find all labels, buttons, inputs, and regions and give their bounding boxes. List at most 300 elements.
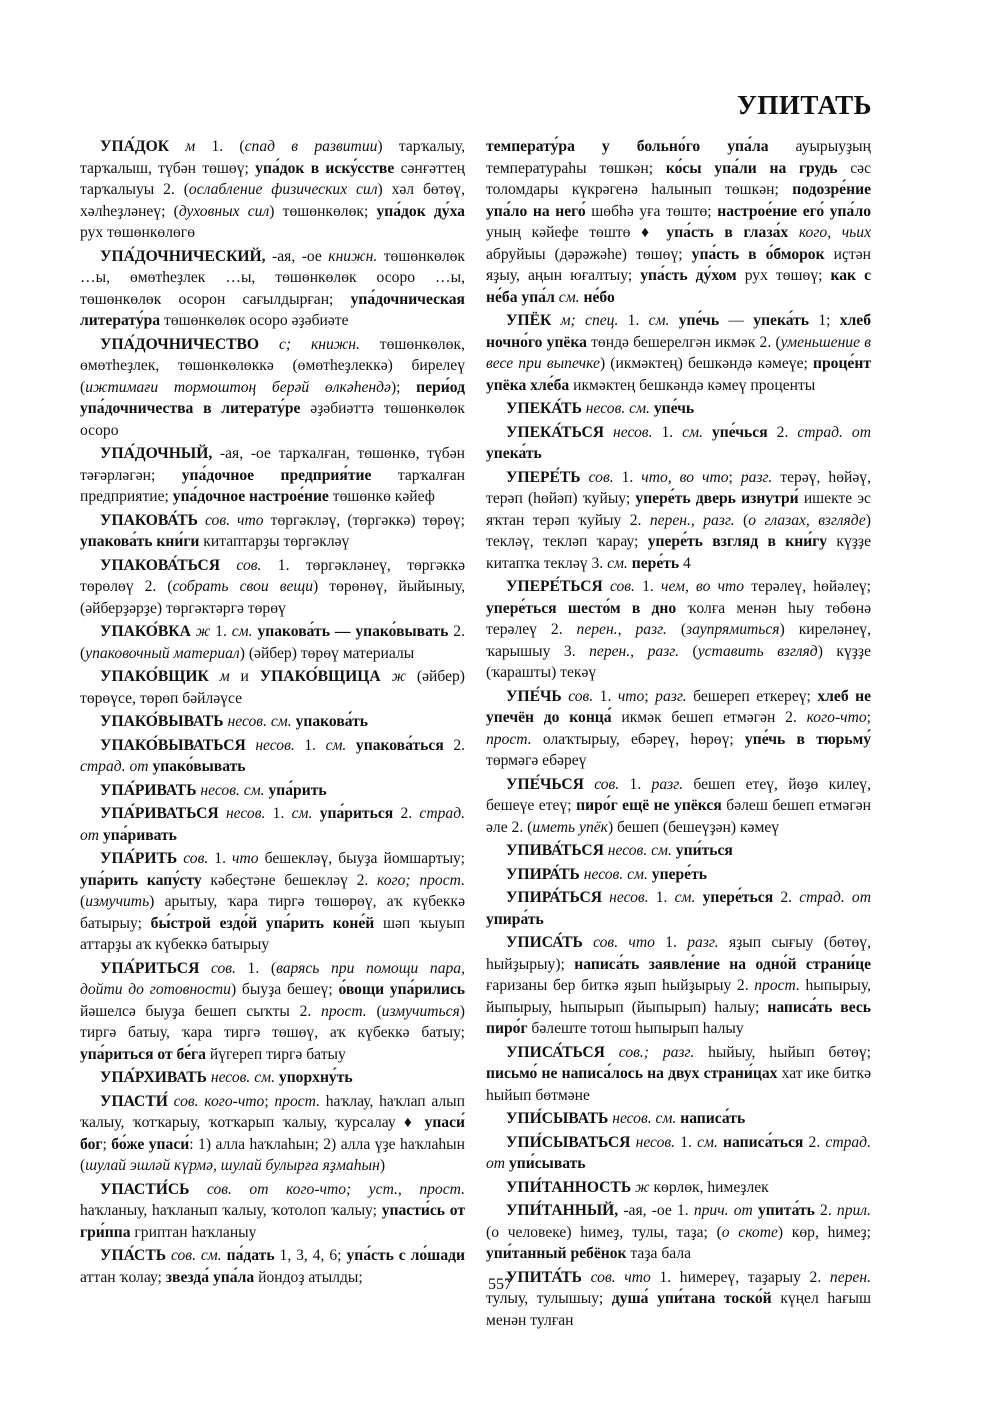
grammar-label: м; спец. <box>560 312 619 329</box>
entry-text: 1. <box>613 468 642 486</box>
entry-text: бешекләү, быуҙа йомшартыу; <box>258 850 465 867</box>
grammar-label: прост. <box>486 730 532 748</box>
entry-text: 1. <box>648 889 675 906</box>
headword: УПИ́ТАННОСТЬ <box>506 1178 632 1196</box>
entry-text: тулыу, тулышыу; <box>486 1290 612 1307</box>
entry-text: ( <box>734 511 749 529</box>
entry-text: һаҡланыу, һаҡланып ҡалыу, ҡотолоп ҡалыу; <box>80 1202 382 1219</box>
entry-text: 1. <box>675 1133 698 1151</box>
entry-text: 1. <box>294 736 326 754</box>
entry-text: ) бешеп (бешеүҙән) кәмеү <box>607 818 780 836</box>
dictionary-entry <box>486 310 871 396</box>
grammar-label: что <box>617 687 645 705</box>
example-phrase: пиро́г ещё не упёкся <box>576 797 722 814</box>
entry-text: ) төрөнөү, йыйыныу, (әйберҙәрҙе) төргәктәргә төрөү <box>80 578 465 617</box>
dictionary-entry <box>486 1108 871 1130</box>
example-phrase: упира́ть <box>486 910 544 928</box>
entry-text: уның кәйефе төштө ♦ <box>486 224 667 241</box>
grammar-label: сов. <box>568 687 594 705</box>
example-phrase: упорхну́ть <box>278 1069 353 1086</box>
example-phrase: упа́сть с ло́шади <box>346 1247 465 1264</box>
grammar-label: сов. от кого-что; уст., прост. <box>206 1180 465 1198</box>
entry-text <box>788 224 799 241</box>
dictionary-entry <box>486 136 871 308</box>
dictionary-entry <box>80 1091 465 1177</box>
example-phrase: упа́сть ду́хом <box>640 267 737 284</box>
grammar-label: сов.; разг. <box>618 1043 695 1061</box>
entry-text: ; <box>102 1135 112 1153</box>
entry-text: яҙып сығыу (бөтөү, һыйҙырыу); <box>486 934 871 973</box>
grammar-label: см. <box>674 889 696 906</box>
entry-text: хат ике биткә һыйып бөтмәне <box>486 1065 871 1104</box>
entry-text <box>584 776 594 793</box>
example-phrase: упа́рить капу́сту <box>80 871 202 889</box>
entry-text: ишекте эс яҡтан терәп ҡуйыу 2. <box>486 490 871 529</box>
grammar-label: о глазах, взгляде <box>748 511 866 529</box>
dictionary-entry <box>486 422 871 465</box>
entry-text: әҙәбиәттә төшөнкөлөк осоро <box>80 400 465 439</box>
example-phrase: упакова́ть <box>295 713 369 730</box>
entry-text: терәү, һөйәү, терәп (һөйәп) ҡуйыу; <box>486 468 871 507</box>
entry-text: төргәкләү, (төргәккә) төрөү; <box>263 511 465 529</box>
grammar-label: несов. <box>609 889 649 906</box>
grammar-label: несов. <box>255 736 295 754</box>
entry-text <box>669 312 678 329</box>
entry-text: ; <box>728 468 741 486</box>
grammar-label: несов. см. <box>585 400 650 417</box>
entry-text: ауырыуҙың температураһы төшкән; <box>486 138 871 177</box>
entry-text: төрмәгә ебәреү <box>486 752 587 769</box>
grammar-label: книжн. <box>328 247 378 265</box>
entry-text: 1; <box>809 312 840 329</box>
entry-text: -ая, -ое тарҡалған, төшөнкө, түбән тәғәрләгән; <box>80 445 465 484</box>
dictionary-entry <box>80 958 465 1066</box>
grammar-label: ж <box>635 1178 650 1196</box>
entry-text: бешеп етеү, йөҙө килеү, бешеүе етеү; <box>486 775 871 814</box>
example-phrase: упере́ть <box>651 865 707 883</box>
dictionary-entry <box>80 443 465 508</box>
grammar-label: измучить <box>85 893 150 910</box>
headword: УПАСТИ́СЬ <box>100 1180 190 1198</box>
headword: УПЕКА́ТЬСЯ <box>506 423 605 441</box>
entry-text: ) тарҡалыу, тарҡалыш, түбән төшөү; <box>80 138 465 177</box>
grammar-label: страд. от <box>799 889 871 906</box>
dictionary-entry <box>486 576 871 684</box>
dictionary-entry <box>80 510 465 553</box>
entry-text: көрлөк, һимеҙлек <box>649 1178 769 1196</box>
example-phrase: хлеб не упечён до конца́ <box>486 687 871 726</box>
entry-text: 1. ( <box>195 138 245 155</box>
entry-text: 1. төргәкләнеү, төргәккә төрөлөү 2. ( <box>80 556 465 595</box>
entry-text: ) арытыу, ҡара тиргә төшөрөү, аҡ күбеккә батырыу; <box>80 893 465 932</box>
grammar-label: страд. от <box>80 758 149 775</box>
entry-text: 1. ( <box>235 959 277 977</box>
entry-text: күңел һағыш менән тулған <box>486 1290 871 1329</box>
example-phrase: душа́ упи́тана тоско́й <box>611 1290 772 1307</box>
example-phrase: написа́ть заявле́ние на одно́й страни́це <box>574 955 871 973</box>
example-phrase: написа́ть весь пиро́г <box>486 998 871 1037</box>
entry-text <box>346 737 356 754</box>
example-phrase: упа́док в иску́сстве <box>255 159 395 177</box>
entry-text: шөбһә уға төштө; <box>585 202 718 220</box>
entry-text: икмәктең бешкәндә кәмеү проценты <box>569 376 816 394</box>
example-phrase: упере́ться <box>702 889 774 906</box>
grammar-label: кого, чьих <box>798 224 871 241</box>
grammar-label: духовных сил <box>178 202 270 220</box>
entry-text <box>605 1044 619 1061</box>
dictionary-entry <box>80 735 465 778</box>
example-phrase: упа́дочное настрое́ние <box>172 488 329 505</box>
entry-text: йүгереп тиргә батыу <box>205 1045 346 1063</box>
dictionary-entry <box>80 1067 465 1089</box>
grammar-label: перен. <box>829 1268 871 1286</box>
example-phrase: упе́чь в тюрьму́ <box>744 730 871 748</box>
grammar-label: варясь при помощи пара, дойти до готовности <box>80 959 465 998</box>
dictionary-entry <box>80 555 465 620</box>
grammar-label: см. <box>231 623 253 640</box>
entry-text: ) күҙҙе (ҡарашты) текәү <box>486 642 871 681</box>
dictionary-entry <box>486 1042 871 1107</box>
dictionary-entry <box>80 334 465 442</box>
headword: УПЁК <box>506 312 552 329</box>
grammar-label: сов. <box>594 775 620 793</box>
entry-text: 1. <box>618 312 649 329</box>
grammar-label: страд. от <box>486 1133 871 1172</box>
grammar-label: шулай эшләй күрмә, шулай булырға яҙмаһын <box>85 1157 380 1174</box>
entry-text: ; <box>264 1092 275 1110</box>
headword: УПИСА́ТЬ <box>506 934 583 951</box>
entry-text: төшөнкө кәйеф <box>328 488 435 505</box>
grammar-label: прич. от <box>693 1202 753 1219</box>
grammar-label: ижтимағи тормоштоң берәй өлкәһендә <box>85 378 391 396</box>
headword: УПЕ́ЧЬ <box>506 687 562 705</box>
entry-text: кәбеҫтәне бешекләү 2. <box>201 871 378 889</box>
right-column <box>486 136 871 1333</box>
entry-text: 2. <box>814 1202 837 1219</box>
example-phrase: упа́ривать <box>102 826 177 844</box>
grammar-label: разг. <box>687 934 719 951</box>
entry-text: йәшелсә быуҙа бешеп сыҡты 2. <box>80 1002 322 1020</box>
headword: УПАСТИ́ <box>100 1092 168 1110</box>
grammar-label: страд. от <box>80 805 465 844</box>
dictionary-entry <box>486 686 871 772</box>
grammar-label: сов. что <box>204 511 264 529</box>
example-phrase: упа́сть в глаза́х <box>666 224 789 241</box>
grammar-label: о скоте <box>721 1223 778 1241</box>
headword: УПИРА́ТЬСЯ <box>506 889 602 906</box>
grammar-label: несов. см. <box>583 865 648 883</box>
grammar-label: перен., разг. <box>589 642 680 660</box>
left-column <box>80 136 465 1290</box>
entry-text <box>604 424 613 441</box>
dictionary-entry <box>80 803 465 846</box>
entry-text: 1. <box>634 578 662 595</box>
entry-text: 1. <box>593 687 618 705</box>
grammar-label: несов. см. <box>200 781 265 799</box>
example-phrase: упакова́ться <box>355 736 444 754</box>
grammar-label: что <box>232 850 259 867</box>
entry-text: тарҡалған предприятие; <box>80 466 465 505</box>
entry-text: 1, 3, 4, 6; <box>274 1247 347 1264</box>
entry-text: ) көр, һимеҙ; <box>777 1223 871 1241</box>
grammar-label: кого-что <box>806 709 867 726</box>
entry-text: ) текләү, текләп ҡарау; <box>486 511 871 550</box>
entry-text <box>189 1181 207 1198</box>
grammar-label: несов. см. <box>210 1069 275 1086</box>
entry-text: ) <box>379 1157 386 1174</box>
example-phrase: упе́чь <box>678 312 720 329</box>
entry-text: ) тиргә батыу, ҡара тиргә төшөү, аҡ күбеккә батыу; <box>80 1002 465 1041</box>
example-phrase: о́вощи упа́рились <box>338 981 465 998</box>
entry-text: һыйыу, һыйып бөтөү; <box>694 1043 871 1061</box>
entry-text: абруйыы (дәрәжәһе) төшөү; <box>486 245 692 263</box>
headword: УПИ́СЫВАТЬСЯ <box>506 1133 631 1151</box>
example-phrase: упа́риться от бе́га <box>80 1045 206 1063</box>
grammar-label: разг. <box>651 775 684 793</box>
example-phrase: написа́ть <box>680 1110 746 1127</box>
entry-text <box>259 336 279 353</box>
example-phrase: написа́ться <box>723 1133 804 1151</box>
entry-text: ( <box>80 893 86 910</box>
headword: УПИ́ТАННЫЙ, <box>506 1202 619 1219</box>
entry-text: ; <box>866 709 871 726</box>
grammar-label: ж <box>391 668 407 685</box>
headword: УПА́ДОЧНИЧЕСТВО <box>100 335 260 353</box>
entry-text <box>219 805 226 822</box>
example-phrase: бы́строй ездо́й упа́рить коне́й <box>150 914 375 932</box>
entry-text: : 1) алла һаҡлаһын; 2) алла үҙе һаҡлаһын ( <box>80 1135 466 1174</box>
headword: УПИ́СЫВАТЬ <box>506 1110 609 1127</box>
example-phrase: упере́ться шесто́м в дно <box>486 599 677 617</box>
entry-text: икмәк бешеп етмәгән 2. <box>611 709 807 726</box>
example-phrase: проце́нт упёка хле́ба <box>486 355 871 394</box>
example-phrase: звезда́ упа́ла <box>165 1268 255 1286</box>
dictionary-entry <box>80 848 465 956</box>
grammar-label: собрать свои вещи <box>172 578 313 595</box>
grammar-label: несов. <box>635 1133 676 1151</box>
entry-text: ) хәл бөтөү, хәлһеҙләнеү; ( <box>80 181 465 220</box>
headword: УПАКО́ВЫВАТЬСЯ <box>100 736 246 754</box>
headword: УПА́РИТЬ <box>100 850 178 867</box>
entry-text <box>703 424 712 441</box>
grammar-label: несов. см. <box>227 713 292 730</box>
example-phrase: упере́ть взгляд в кни́гу <box>647 533 828 550</box>
example-phrase: упа́сть в о́бморок <box>691 245 825 263</box>
entry-text: (о человеке) һимеҙ, тулы, таҙа; ( <box>486 1223 722 1241</box>
example-phrase: упа́док ду́ха <box>376 202 465 220</box>
grammar-label: сов. кого-что <box>173 1092 265 1110</box>
entry-text: төшөнкөлөк осоро әҙәбиәте <box>160 312 349 329</box>
grammar-label: сов. что <box>593 934 655 951</box>
entry-text: 2. <box>767 423 798 441</box>
entry-text: ; <box>644 687 656 705</box>
grammar-label: спад в развитии <box>244 138 378 155</box>
grammar-label: несов. <box>225 805 266 822</box>
entry-text: бәлеш бешеп етмәгән әле 2. ( <box>486 797 871 836</box>
dictionary-entry <box>486 840 871 862</box>
dictionary-entry <box>486 1200 871 1265</box>
dictionary-entry <box>486 467 871 575</box>
grammar-label: кого; прост. <box>377 871 465 889</box>
entry-text: төшөнкөлөк, өмөтһеҙлек, төшөнкөлөккә (өмөтһеҙлеккә) бирелеү ( <box>80 335 465 396</box>
entry-text <box>581 469 589 486</box>
grammar-label: чем, во что <box>661 578 745 595</box>
grammar-label: разг. <box>740 468 773 486</box>
example-phrase: упаси́ бог <box>80 1114 465 1153</box>
entry-text: күҙҙе китапҡа текләү 3. <box>486 533 872 572</box>
entry-text: гриптан һаҡланыу <box>130 1223 257 1241</box>
headword: УПЕРЕ́ТЬ <box>506 468 581 486</box>
entry-text <box>551 312 560 329</box>
grammar-label: несов. <box>613 423 653 441</box>
entry-text <box>209 668 220 685</box>
headword: УПА́ДОЧНИЧЕСКИЙ, <box>100 247 266 265</box>
example-phrase: упако́вывать <box>152 758 246 775</box>
example-phrase: упи́сывать <box>508 1155 586 1172</box>
example-phrase: упи́ться <box>675 842 733 859</box>
grammar-label: сов. что <box>590 1268 651 1286</box>
example-phrase: упа́дочническая литерату́ра <box>80 290 465 329</box>
entry-text: бәлеште тотош һыпырып һалыу <box>527 1020 744 1037</box>
headword: УПАКО́ВЫВАТЬ <box>100 713 224 730</box>
entry-text: ( <box>666 621 687 638</box>
entry-text: ) киреләнеү, ҡарышыу 3. <box>486 621 871 660</box>
entry-text: 1. <box>208 850 233 867</box>
entry-text <box>198 512 205 529</box>
headword: УПИВА́ТЬСЯ <box>506 842 604 859</box>
grammar-label: сов. <box>183 850 209 867</box>
headword: УПЕ́ЧЬСЯ <box>506 775 584 793</box>
headword: УПА́РИВАТЬ <box>100 781 197 799</box>
headword: УПАКОВА́ТЬСЯ <box>100 556 221 574</box>
headword: УПЕКА́ТЬ <box>506 400 582 417</box>
grammar-label: прил. <box>836 1202 871 1219</box>
example-phrase: ко́сы упа́ли на грудь <box>665 159 838 177</box>
dictionary-entry <box>486 864 871 886</box>
example-phrase: настрое́ние его́ упа́ло <box>717 202 871 220</box>
grammar-label: перен., разг. <box>576 621 667 638</box>
dictionary-entry <box>486 398 871 420</box>
entry-text: и <box>229 668 260 685</box>
grammar-label: с; книжн. <box>278 335 360 353</box>
grammar-label: сов. <box>236 556 262 574</box>
headword: УПА́РИВАТЬСЯ <box>100 805 219 822</box>
entry-text: ) (икмәктең) бешкәндә кәмеүе; <box>599 355 813 372</box>
entry-text: 1. <box>210 623 232 640</box>
grammar-label: м <box>185 138 196 155</box>
entry-text: ); <box>390 378 417 396</box>
entry-text: 1. <box>652 423 683 441</box>
grammar-label: уменьшение в весе при выпечке <box>486 333 871 372</box>
entry-text <box>603 578 610 595</box>
entry-text: 1. һимереү, таҙарыу 2. <box>650 1268 830 1286</box>
headword: УПЕРЕ́ТЬСЯ <box>506 578 603 595</box>
entry-text <box>583 934 593 951</box>
headword: УПИСА́ТЬСЯ <box>506 1043 605 1061</box>
example-phrase: пере́ть <box>631 554 680 572</box>
entry-text: 2. <box>803 1133 826 1151</box>
dictionary-entry <box>486 932 871 1040</box>
example-phrase: как с не́ба упа́л <box>486 267 871 306</box>
grammar-label: см. <box>291 805 313 822</box>
dictionary-entry <box>80 246 465 332</box>
headword: УПАКО́ВКА <box>100 623 191 640</box>
entry-text: ) быуҙа бешеү; <box>230 981 339 998</box>
entry-text: ғаризаны бер биткә яҙып һыйҙырыу 2. <box>486 977 755 994</box>
example-phrase: хлеб ночно́го упёка <box>486 312 872 351</box>
entry-text <box>199 960 211 977</box>
grammar-label: что, во что <box>641 468 729 486</box>
grammar-label: сов. см. <box>170 1247 222 1264</box>
entry-text: сәс толомдары күкрәгенә һалынып төшкән; <box>486 159 871 198</box>
entry-text: бешереп еткереү; <box>686 687 818 705</box>
grammar-label: м <box>219 668 230 685</box>
entry-text <box>312 805 319 822</box>
dictionary-entry <box>80 666 465 709</box>
example-phrase: упе́чь <box>653 400 695 417</box>
example-phrase: упа́дочное предприя́тие <box>181 466 372 484</box>
example-phrase: упи́танный ребёнок <box>486 1245 627 1262</box>
entry-text: 2. <box>443 736 466 754</box>
entry-text: -ая, -ое <box>265 247 329 265</box>
entry-text: 2. <box>393 805 420 822</box>
entry-text: рух төшөү; <box>736 267 831 284</box>
example-phrase: упакова́ть — упако́вывать <box>257 623 449 640</box>
entry-text: -ая, -ое 1. <box>618 1202 694 1219</box>
example-phrase: не́бо <box>583 288 615 306</box>
dictionary-entry <box>80 780 465 802</box>
grammar-label: см. <box>607 554 628 572</box>
grammar-label: заупрямиться <box>686 621 780 638</box>
grammar-label: несов. см. <box>612 1110 677 1127</box>
example-phrase: упакова́ть кни́ги <box>80 533 200 550</box>
headword: УПА́ДОК <box>100 138 169 155</box>
entry-text: таҙа бала <box>626 1245 692 1262</box>
grammar-label: прост. <box>754 977 800 994</box>
entry-text: ( <box>679 642 698 660</box>
dictionary-entry <box>80 1179 465 1244</box>
entry-text: 4 <box>679 554 691 572</box>
dictionary-entry <box>80 136 465 244</box>
headword: УПА́СТЬ <box>100 1247 167 1264</box>
grammar-label: несов. см. <box>607 842 672 859</box>
grammar-label: измучиться <box>381 1002 460 1020</box>
entry-text: — <box>719 312 754 329</box>
example-phrase: упа́риться <box>319 805 394 822</box>
grammar-label: см. <box>682 423 703 441</box>
headword: УПИРА́ТЬ <box>506 865 580 883</box>
entry-text: 2. <box>773 889 800 906</box>
grammar-label: упаковочный материал <box>85 644 240 662</box>
headword: УПАКОВА́ТЬ <box>100 511 198 529</box>
grammar-label: см. <box>558 288 580 306</box>
grammar-label: сов. <box>609 578 635 595</box>
entry-text: һаҡлау, һаҡлап алып ҡалыу, ҡотҡарыу, ҡотҡарып ҡалыу, ҡурсалау ♦ <box>80 1092 465 1131</box>
entry-text <box>246 737 256 754</box>
dictionary-entry <box>486 1132 871 1175</box>
entry-text: йондоҙ атылды; <box>254 1268 363 1286</box>
example-phrase: температу́ра у больно́го упа́ла <box>486 138 769 155</box>
entry-text: 2. ( <box>80 623 465 662</box>
entry-text: сәнғәттең тарҡалыуы 2. ( <box>80 159 465 198</box>
entry-text: олаҡтырыу, ебәреү, һөрөү; <box>531 730 745 748</box>
headword: УПАКО́ВЩИК <box>100 668 209 685</box>
grammar-label: сов. <box>210 959 236 977</box>
entry-text: ) (әйбер) төрөү материалы <box>239 644 415 662</box>
example-phrase: па́дать <box>226 1247 275 1264</box>
grammar-label: см. <box>697 1133 718 1151</box>
entry-text: 1. <box>619 775 652 793</box>
